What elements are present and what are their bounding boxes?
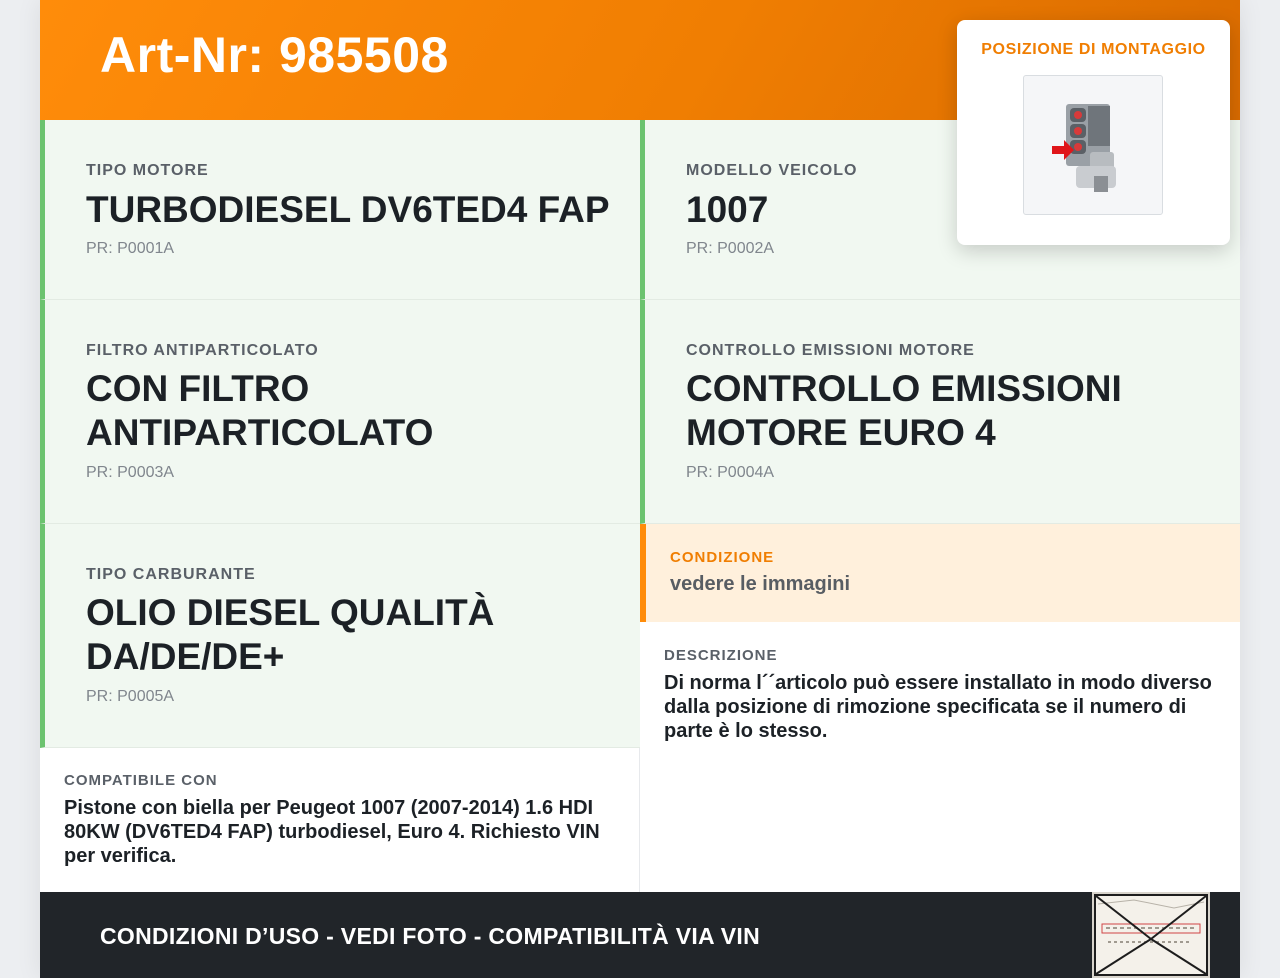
spec-value: OLIO DIESEL QUALITÀ DA/DE/DE+	[86, 592, 495, 677]
spec-label: TIPO CARBURANTE	[86, 566, 256, 583]
spec-code: PR: P0004A	[686, 464, 775, 481]
spec-label: FILTRO ANTIPARTICOLATO	[86, 342, 319, 359]
product-sheet	[40, 0, 1240, 978]
spec-code: PR: P0005A	[86, 688, 175, 705]
compatibility-text: Pistone con biella per Peugeot 1007 (2007-2014) 1.6 HDI 80KW (DV6TED4 FAP) turbodiesel, Euro 4. Richiesto VIN per verifica.	[64, 797, 600, 867]
spec-card-engine-type	[40, 120, 640, 300]
spec-value: CON FILTRO ANTIPARTICOLATO	[86, 368, 434, 453]
spec-value: TURBODIESEL DV6TED4 FAP	[86, 189, 610, 230]
mounting-position-card	[957, 20, 1230, 245]
description-text: Di norma l´´articolo può essere installato in modo diverso dalla posizione di rimozione specificata se il numero di parte è lo stesso.	[664, 672, 1212, 742]
footer-text: CONDIZIONI D’USO - VEDI FOTO - COMPATIBILITÀ VIA VIN	[100, 923, 761, 949]
condition-value: vedere le immagini	[670, 573, 851, 595]
spec-label: MODELLO VEICOLO	[686, 162, 858, 179]
description-panel	[640, 622, 1240, 892]
footer-bar	[40, 892, 1240, 978]
mounting-position-label: POSIZIONE DI MONTAGGIO	[981, 41, 1206, 58]
condition-label: CONDIZIONE	[670, 549, 775, 566]
spec-value: 1007	[686, 189, 769, 230]
spec-code: PR: P0003A	[86, 464, 175, 481]
spec-value: CONTROLLO EMISSIONI MOTORE EURO 4	[686, 368, 1122, 453]
engine-mount-diagram-icon[interactable]	[1023, 75, 1163, 215]
description-label: DESCRIZIONE	[664, 647, 778, 664]
spec-label: CONTROLLO EMISSIONI MOTORE	[686, 342, 975, 359]
engine-diagram	[1024, 76, 1162, 214]
spec-code: PR: P0002A	[686, 240, 775, 257]
spec-card-fuel-type	[40, 524, 640, 748]
compatibility-label: COMPATIBILE CON	[64, 772, 218, 789]
spec-card-particulate-filter	[40, 300, 640, 524]
compatibility-panel	[40, 748, 640, 892]
spec-label: TIPO MOTORE	[86, 162, 209, 179]
vin-plate-thumbnail-icon[interactable]	[1092, 892, 1210, 978]
condition-panel	[640, 524, 1240, 622]
vin-plate-drawing	[1094, 894, 1208, 976]
spec-code: PR: P0001A	[86, 240, 175, 257]
spec-card-emissions	[640, 300, 1240, 524]
article-number-title: Art-Nr: 985508	[100, 27, 449, 83]
